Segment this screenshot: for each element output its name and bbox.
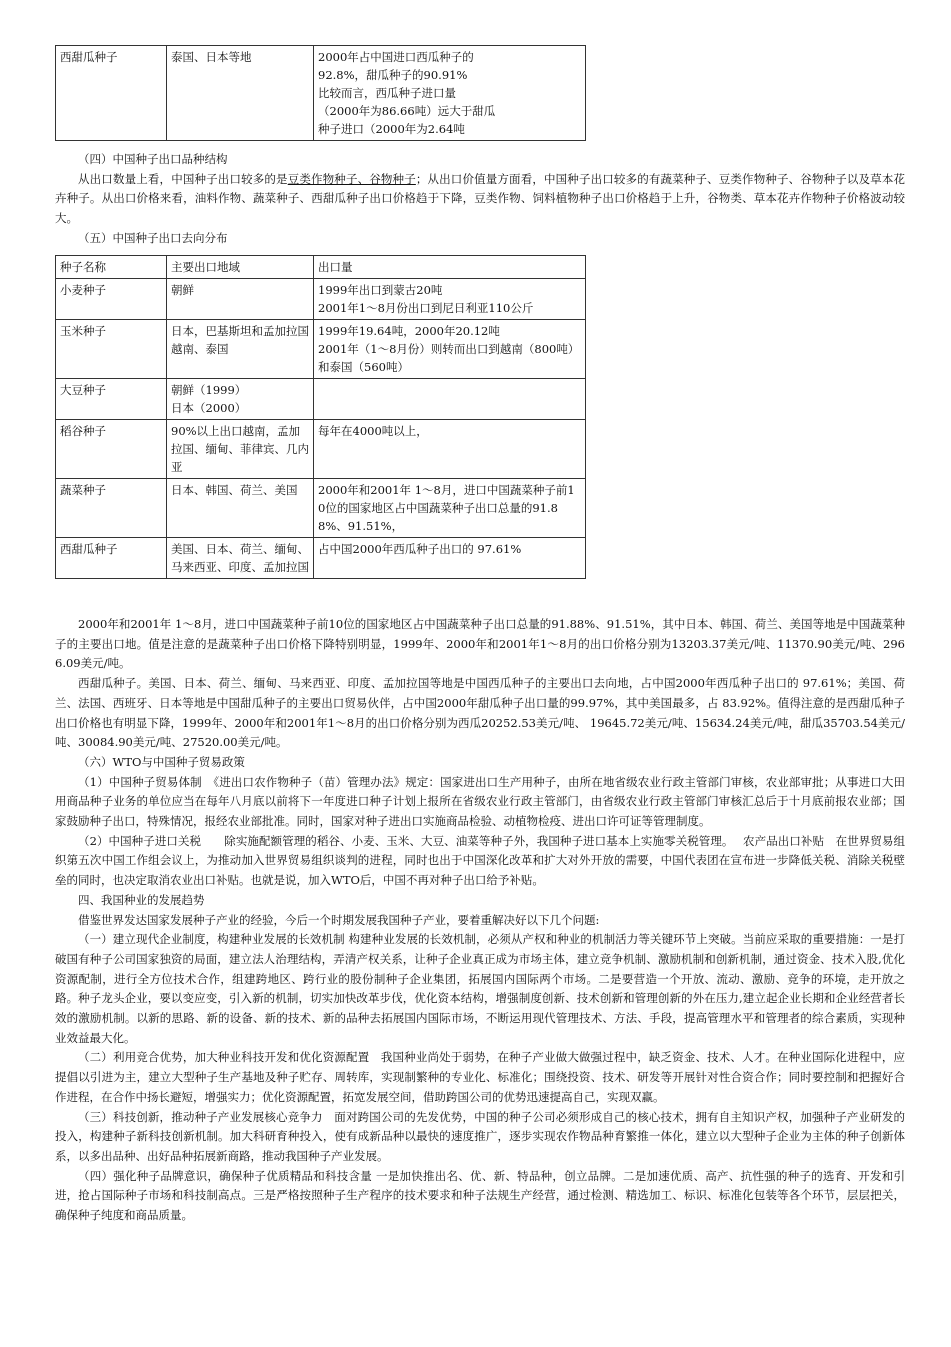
header-seed-name: 种子名称 — [56, 256, 167, 279]
seed-name-cell: 小麦种子 — [56, 279, 167, 320]
para-text-after: ；从出口价值量方面看，中国种子出口较多的有蔬菜种子、豆类作物种子、谷物种子以及草本花卉种子。从出口价格来看，油料作物、蔬菜种子、西甜瓜种子出口价格趋于下降，豆类作物、饲料植物种子出口价格趋于上升，谷物类、草本花卉作物种子价格波动较大。 — [55, 171, 906, 226]
region-cell: 朝鲜 — [167, 279, 314, 320]
table-row — [56, 479, 586, 538]
section-4 — [55, 150, 905, 249]
para-text-before: 从出口数量上看，中国种子出口较多的是 — [78, 171, 288, 186]
seed-name-cell: 大豆种子 — [56, 379, 167, 420]
region-cell: 90%以上出口越南，孟加拉国、缅甸、菲律宾、几内亚 — [167, 420, 314, 479]
header-region: 主要出口地域 — [167, 256, 314, 279]
table-row — [56, 279, 586, 320]
export-destination-table — [55, 255, 586, 579]
seed-name-cell: 西甜瓜种子 — [56, 538, 167, 579]
seed-name-cell: 玉米种子 — [56, 320, 167, 379]
seed-name-cell: 稻谷种子 — [56, 420, 167, 479]
section-4-paragraph — [55, 170, 905, 229]
amount-cell: 2000年和2001年 1～8月，进口中国蔬菜种子前10位的国家地区占中国蔬菜种子出口总量的91.88%、91.51%， — [314, 479, 586, 538]
melon-seed-paragraph: 西甜瓜种子。美国、日本、荷兰、缅甸、马来西亚、印度、孟加拉国等地是中国西瓜种子的主要出口去向地，占中国2000年西瓜种子出口的 97.61%；美国、荷兰、法国、西班牙、日本等地是中国甜瓜种子的主要出口贸易伙伴，占中国2000年甜瓜种子出口量的99.97%，其中美国最多，占 83.92%。值得注意的是西甜瓜种子出口价格也有明显下降，1999年、2000年和2001年1～8月的出口价格分别为西瓜20252.53美元/吨、 19645.72美元/吨、15634.24美元/吨，甜瓜35703.54美元/吨、30084.90美元/吨、27520.00美元/吨。 — [55, 676, 905, 750]
table-row — [56, 320, 586, 379]
table-row — [56, 46, 586, 141]
body-text — [55, 615, 905, 1226]
wto-tariff-paragraph: （2）中国种子进口关税 除实施配额管理的稻谷、小麦、玉米、大豆、油菜等种子外，我国种子进口基本上实施零关税管理。 农产品出口补贴 在世界贸易组织第五次中国工作组会议上，为推动加入世界贸易组织谈判的进程，同时也出于中国深化改革和扩大对外开放的需要，中国代表团在宣布进一步降低关税、消除关税壁垒的同时，也决定取消农业出口补贴。也就是说，加入WTO后，中国不再对种子出口给予补贴。 — [55, 833, 905, 888]
wto-heading: （六）WTO与中国种子贸易政策 — [78, 754, 245, 769]
trend-item-2: （二）利用竞合优势，加大种业科技开发和优化资源配置 我国种业尚处于弱势，在种子产业做大做强过程中，缺乏资金、技术、人才。在种业国际化进程中，应提倡以引进为主，建立大型种子生产基地及种子贮存、周转库，实现制繁种的专业化、标准化；围绕投资、技术、研发等开展针对性合资合作；同时要控制和把握好合作进程，在合作中扬长避短，增强实力；优化资源配置，拓宽发展空间，借助跨国公司的优势迅速提高自己，实现双赢。 — [55, 1050, 905, 1104]
trend-item-1: （一）建立现代企业制度，构建种业发展的长效机制 构建种业发展的长效机制，必须从产权和种业的机制活力等关键环节上突破。当前应采取的重要措施：一是打破国有种子公司国家独资的局面，建立法人治理结构，弄清产权关系，让种子企业真正成为市场主体，建立竞争机制、激励机制和创新机制，通过资金、技术入股,优化资源配制，进行全方位技术合作，组建跨地区、跨行业的股份制种子企业集团，拓展国内国际两个市场。二是要营造一个开放、流动、激励、竞争的环境，走开放之路。种子龙头企业，要以变应变，引入新的机制，切实加快改革步伐，优化资本结构，增强制度创新、技术创新和管理创新的外在压力,建立起企业长期和企业经营者长效的激励机制。以新的思路、新的设备、新的技术、新的品种去拓展国内国际市场，不断运用现代管理技术、方法、手段，提高管理水平和管理者的综合素质，实现种业效益最大化。 — [55, 932, 905, 1045]
amount-cell: 占中国2000年西瓜种子出口的 97.61% — [314, 538, 586, 579]
trend-heading: 四、我国种业的发展趋势 — [78, 892, 205, 907]
amount-cell: 2000年占中国进口西瓜种子的 92.8%，甜瓜种子的90.91% 比较而言，西瓜种子进口量 （2000年为86.66吨）远大于甜瓜 种子进口（2000年为2.64吨 — [314, 46, 586, 141]
region-cell: 日本、韩国、荷兰、美国 — [167, 479, 314, 538]
section-5-heading: （五）中国种子出口去向分布 — [78, 230, 228, 245]
trend-item-3: （三）科技创新，推动种子产业发展核心竞争力 面对跨国公司的先发优势，中国的种子公司必须形成自己的核心技术，拥有自主知识产权，加强种子产业研发的投入，构建种子新科技创新机制。加大科研育种投入，使有成新品种以最快的速度推广，逐步实现农作物品种育繁推一体化，建立以大型种子企业为主体的种子创新体系，以多出品种、出好品种拓展新商路，推动我国种子产业发展。 — [55, 1109, 905, 1163]
trend-item-4: （四）强化种子品牌意识，确保种子优质精品和科技含量 一是加快推出名、优、新、特品种，创立品牌。二是加速优质、高产、抗性强的种子的选育、开发和引进，抢占国际种子市场和科技制高点。三是严格按照种子生产程序的技术要求和种子法规生产经营，通过检测、精选加工、标识、标准化包装等各个环节，层层把关，确保种子纯度和商品质量。 — [55, 1168, 905, 1223]
table-header-row — [56, 256, 586, 279]
underlined-seed-types: 豆类作物种子、谷物种子 — [287, 171, 416, 186]
section-4-heading: （四）中国种子出口品种结构 — [78, 152, 228, 166]
region-cell: 朝鲜（1999） 日本（2000） — [167, 379, 314, 420]
import-table — [55, 45, 586, 141]
region-cell: 美国、日本、荷兰、缅甸、马来西亚、印度、孟加拉国 — [167, 538, 314, 579]
seed-name-cell: 蔬菜种子 — [56, 479, 167, 538]
amount-cell: 1999年19.64吨，2000年20.12吨 2001年（1～8月份）则转而出口到越南（800吨）和泰国（560吨） — [314, 320, 586, 379]
table-row — [56, 379, 586, 420]
trend-intro: 借鉴世界发达国家发展种子产业的经验，今后一个时期发展我国种子产业，要着重解决好以下几个问题: — [78, 912, 600, 927]
region-cell: 泰国、日本等地 — [167, 46, 314, 141]
amount-cell: 每年在4000吨以上， — [314, 420, 586, 479]
region-cell: 日本，巴基斯坦和孟加拉国 越南、泰国 — [167, 320, 314, 379]
vegetable-seed-paragraph: 2000年和2001年 1～8月，进口中国蔬菜种子前10位的国家地区占中国蔬菜种子出口总量的91.88%、91.51%，其中日本、韩国、荷兰、美国等地是中国蔬菜种子的主要出口地。值是注意的是蔬菜种子出口价格下降特别明显，1999年、2000年和2001年1～8月的出口价格分别为13203.37美元/吨、11370.90美元/吨、2966.09美元/吨。 — [55, 617, 905, 671]
seed-name-cell: 西甜瓜种子 — [56, 46, 167, 141]
amount-cell — [314, 379, 586, 420]
header-amount: 出口量 — [314, 256, 586, 279]
table-row — [56, 538, 586, 579]
table-row — [56, 420, 586, 479]
amount-cell: 1999年出口到蒙古20吨 2001年1～8月份出口到尼日利亚110公斤 — [314, 279, 586, 320]
wto-trade-system-paragraph: （1）中国种子贸易体制 《进出口农作物种子（苗）管理办法》规定：国家进出口生产用种子，由所在地省级农业行政主管部门审核，农业部审批；从事进口大田用商品种子业务的单位应当在每年八月底以前将下一年度进口种子计划上报所在省级农业行政主管部门，由省级农业行政主管部门审核汇总后于十月底前报农业部；国家鼓励种子出口，特殊情况，报经农业部批准。同时，国家对种子进出口实施商品检验、动植物检疫、进出口许可证等管理制度。 — [55, 774, 905, 829]
